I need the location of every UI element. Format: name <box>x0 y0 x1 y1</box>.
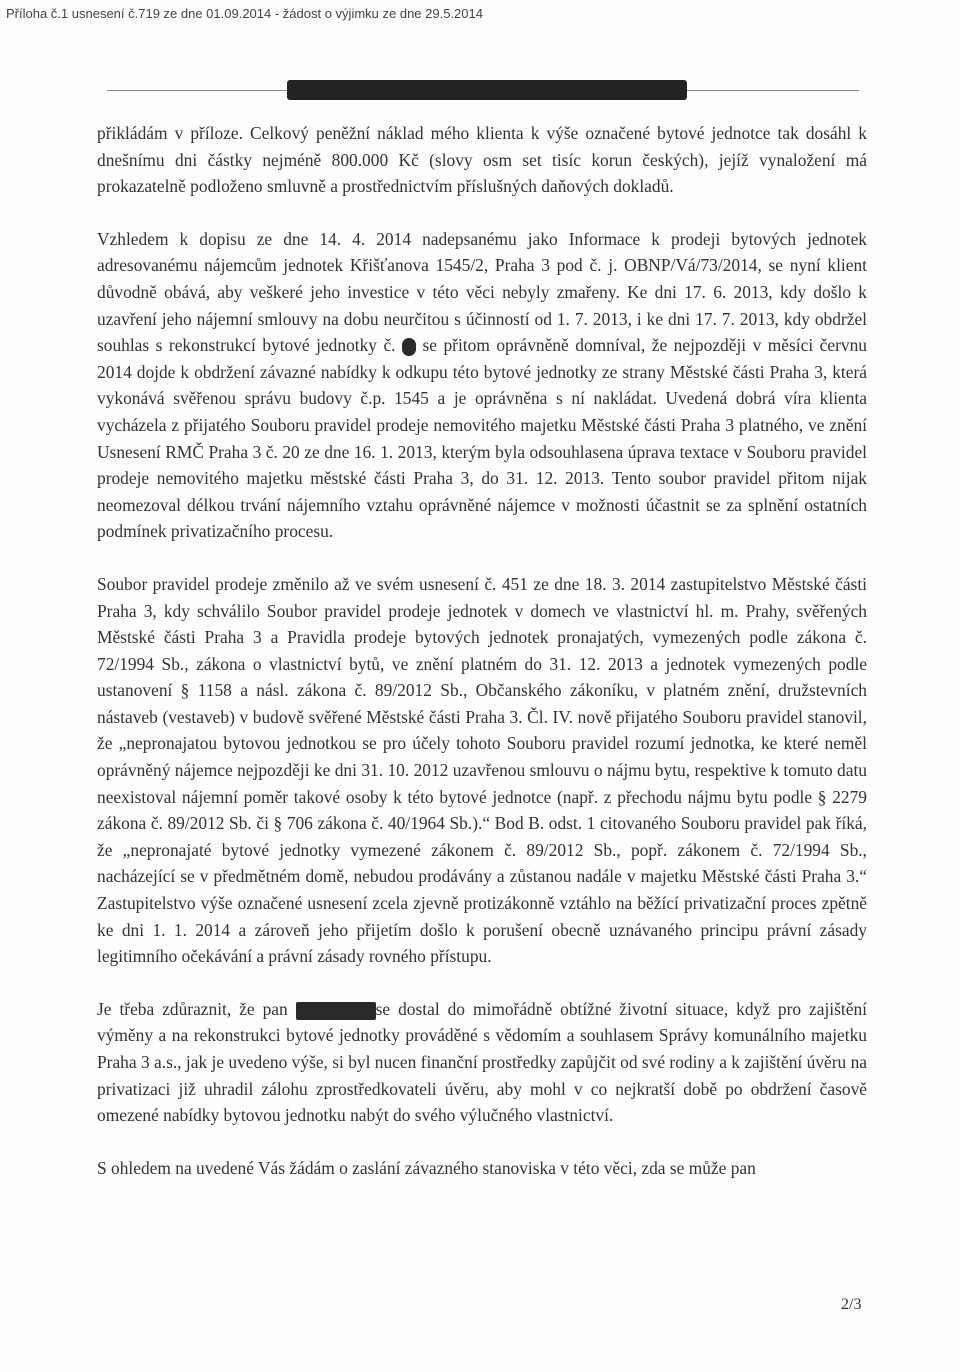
paragraph-2-text-b: se přitom oprávněně domníval, že nejpozději v měsíci červnu 2014 dojde k obdržení závazné nabídky k odkupu této bytové jednotky ze strany Městské části Praha 3, která vykonává svěřenou správu budovy č.p. 1545 a je oprávněna s ní nakládat. Uvedená dobrá víra klienta vycházela z přijatého Souboru pravidel prodeje nemovitého majetku Městské části Praha 3 platného, ve znění Usnesení RMČ Praha 3 č. 20 ze dne 16. 1. 2013, kterým byla odsouhlasena úprava textace v Souboru pravidel prodeje nemovitého majetku městské části Praha 3, do 31. 12. 2013. Tento soubor pravidel přitom nijak neomezoval délkou trvání nájemního vztahu oprávněné nájemce v možnosti účastnit se za splnění ostatních podmínek privatizačního procesu. <box>97 335 867 542</box>
letter-body <box>97 120 867 1207</box>
paragraph-1: přikládám v příloze. Celkový peněžní náklad mého klienta k výše označené bytové jednotce tak dosáhl k dnešnímu dni částky nejméně 800.000 Kč (slovy osm set tisíc korun českých), jejíž vynaložení má prokazatelně podloženo smluvně a prostřednictvím příslušných daňových dokladů. <box>97 123 867 197</box>
paragraph-3: Soubor pravidel prodeje změnilo až ve svém usnesení č. 451 ze dne 18. 3. 2014 zastupitelstvo Městské části Praha 3, kdy schválilo Soubor pravidel prodeje jednotek v domech ve vlastnictví hl. m. Prahy, svěřených Městské části Praha 3 a Pravidla prodeje bytových jednotek pronajatých, vymezených podle zákona č. 72/1994 Sb., zákona o vlastnictví bytů, ve znění platném do 31. 12. 2013 a jednotek vymezených podle ustanovení § 1158 a násl. zákona č. 89/2012 Sb., Občanského zákoníku, v platném znění, družstevních nástaveb (vestaveb) v budově svěřené Městské části Praha 3. Čl. IV. nově přijatého Souboru pravidel stanovil, že „nepronajatou bytovou jednotkou se pro účely tohoto Souboru pravidel rozumí jednotka, ke které neměl oprávněný nájemce nejpozději ke dni 31. 10. 2012 uzavřenou smlouvu o nájmu bytu, respektive k tomuto datu neexistoval nájemní poměr takové osoby k této bytové jednotce (např. z přechodu nájmu bytu podle § 2279 zákona č. 89/2012 Sb. či § 706 zákona č. 40/1964 Sb.).“ Bod B. odst. 1 citovaného Souboru pravidel pak říká, že „nepronajaté bytové jednotky vymezené zákonem č. 89/2012 Sb., popř. zákonem č. 72/1994 Sb., nacházející se v předmětném domě, nebudou prodávány a zůstanou nadále v majetku Městské části Praha 3.“ Zastupitelstvo výše označené usnesení zcela zjevně protizákonně vztáhlo na běžící privatizační proces zpětně ke dni 1. 1. 2014 a zároveň jeho přijetím došlo k porušení obecně uznávaného principu právní zásady legitimního očekávání a právní zásady rovného přístupu. <box>97 573 867 967</box>
paragraph-4 <box>97 996 867 1129</box>
attachment-header-note: Příloha č.1 usnesení č.719 ze dne 01.09.2014 - žádost o výjimku ze dne 29.5.2014 <box>6 6 483 21</box>
redacted-letterhead <box>287 80 687 100</box>
redacted-unit-number <box>402 338 416 356</box>
page-number: 2/3 <box>841 1296 862 1313</box>
paragraph-2 <box>97 226 867 545</box>
paragraph-4-text-a: Je třeba zdůraznit, že pan <box>97 998 288 1019</box>
paragraph-5: S ohledem na uvedené Vás žádám o zaslání závazného stanoviska v této věci, zda se může pan <box>97 1157 756 1178</box>
paragraph-2-text-a: Vzhledem k dopisu ze dne 14. 4. 2014 nadepsanému jako Informace k prodeji bytových jednotek adresovanému nájemcům jednotek Křišťanova 1545/2, Praha 3 pod č. j. OBNP/Vá/73/2014, se nyní klient důvodně obává, aby veškeré jeho investice v této věci nebyly zmařeny. Ke dni 17. 6. 2013, kdy došlo k uzavření jeho nájemní smlouvy na dobu neurčitou s účinností od 1. 7. 2013, i ke dni 17. 7. 2013, kdy obdržel souhlas s rekonstrukcí bytové jednotky č. <box>97 228 867 356</box>
redacted-client-name <box>296 1002 376 1020</box>
paragraph-4-text-b: se dostal do mimořádně obtížné životní situace, když pro zajištění výměny a na rekonstrukci bytové jednotky prováděné s vědomím a souhlasem Správy komunálního majetku Praha 3 a.s., jak je uvedeno výše, si byl nucen finanční prostředky zapůjčit od své rodiny a k zajištění úvěru na privatizaci již uhradil zálohu zprostředkovateli úvěru, aby mohl v co nejkratší době po obdržení časově omezené nabídky bytovou jednotku nabýt do svého výlučného vlastnictví. <box>97 998 867 1126</box>
